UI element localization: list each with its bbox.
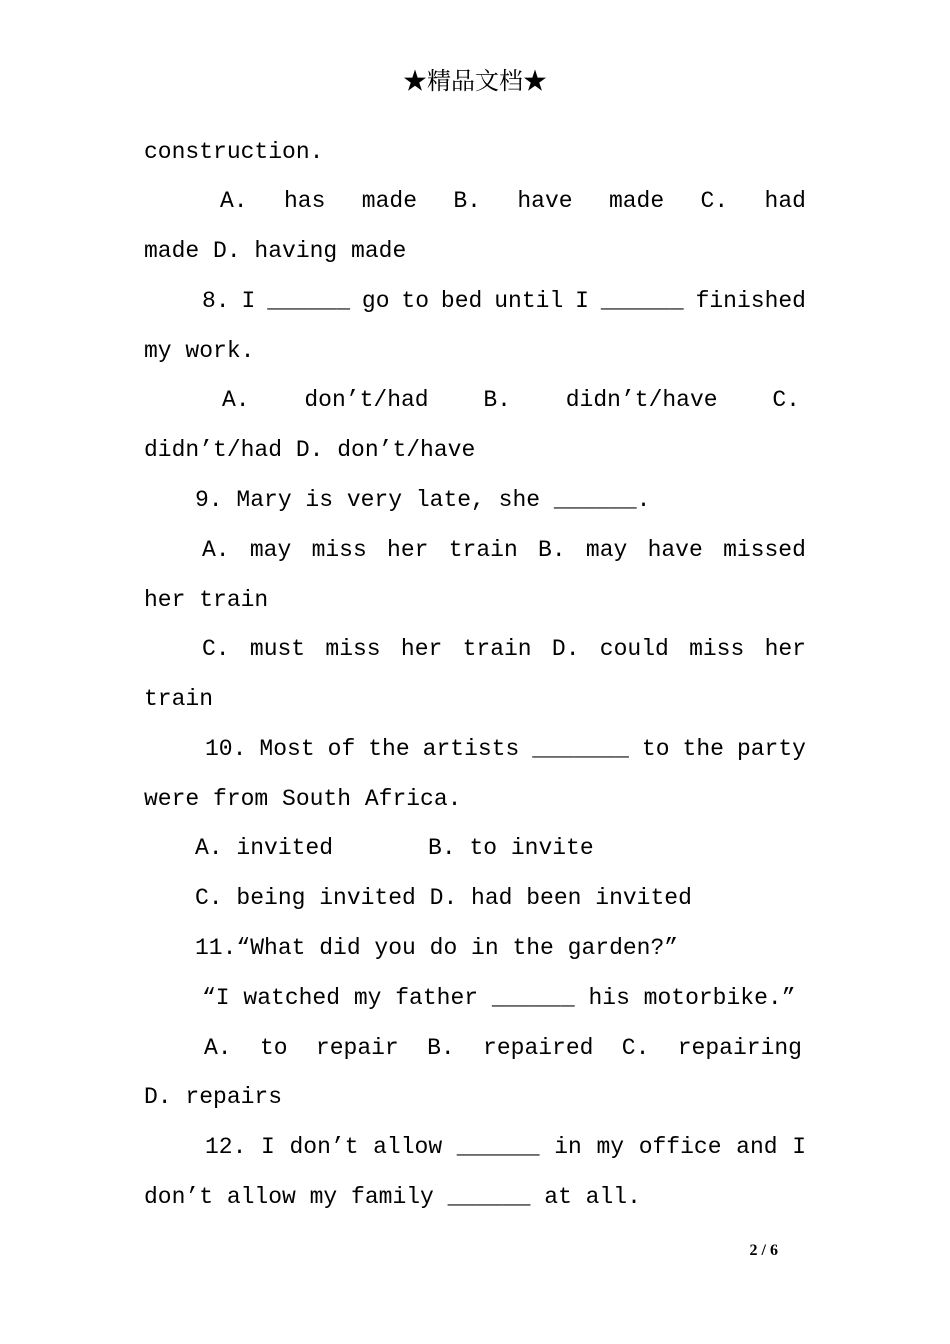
word: D. bbox=[551, 636, 580, 662]
word: don’t bbox=[289, 1134, 359, 1160]
word: to bbox=[401, 288, 430, 314]
word: miss bbox=[325, 636, 381, 662]
word: A. bbox=[202, 537, 230, 563]
word: _______ bbox=[532, 736, 629, 762]
word: repaired bbox=[483, 1035, 594, 1061]
word: don’t/had bbox=[304, 387, 429, 413]
page-number: 2 / 6 bbox=[749, 1242, 778, 1259]
question-8-options bbox=[222, 385, 800, 415]
question-9-options-cd bbox=[202, 634, 806, 664]
question-8-options-cont: didn’t/had D. don’t/have bbox=[144, 437, 476, 463]
word: the bbox=[368, 736, 410, 762]
word: and bbox=[736, 1134, 778, 1160]
question-8-stem-cont: my work. bbox=[144, 338, 255, 364]
word: in bbox=[554, 1134, 582, 1160]
question-7-stem-end: construction. bbox=[144, 139, 324, 165]
option-a: A. invited bbox=[195, 835, 334, 861]
question-10-stem-cont: were from South Africa. bbox=[144, 786, 462, 812]
word: C. bbox=[621, 1035, 650, 1061]
word: may bbox=[585, 537, 628, 563]
word: has bbox=[283, 188, 326, 214]
word: finished bbox=[695, 288, 806, 314]
word: may bbox=[249, 537, 292, 563]
word: to bbox=[259, 1035, 288, 1061]
word: miss bbox=[689, 636, 745, 662]
word: C. bbox=[202, 636, 230, 662]
word: made bbox=[361, 188, 417, 214]
option-b: B. to invite bbox=[428, 835, 594, 861]
word: I bbox=[241, 288, 256, 314]
word: repairing bbox=[677, 1035, 802, 1061]
word: until bbox=[494, 288, 564, 314]
word: train bbox=[448, 537, 518, 563]
word: C. bbox=[700, 188, 729, 214]
question-11-options-cont: D. repairs bbox=[144, 1084, 283, 1110]
word: I bbox=[792, 1134, 806, 1160]
word: have bbox=[647, 537, 703, 563]
word: train bbox=[462, 636, 532, 662]
word: B. bbox=[538, 537, 566, 563]
word: B. bbox=[453, 188, 481, 214]
word: didn’t/have bbox=[565, 387, 718, 413]
word: A. bbox=[220, 188, 248, 214]
question-11-options bbox=[204, 1033, 802, 1063]
word: my bbox=[596, 1134, 625, 1160]
word: A. bbox=[222, 387, 250, 413]
word: bed bbox=[440, 288, 483, 314]
page-header: ★精品文档★ bbox=[403, 67, 547, 95]
word: to bbox=[641, 736, 670, 762]
word: allow bbox=[373, 1134, 443, 1160]
question-11-stem: 11.“What did you do in the garden?” bbox=[195, 935, 679, 961]
word: could bbox=[599, 636, 669, 662]
word: party bbox=[736, 736, 806, 762]
word: her bbox=[764, 636, 806, 662]
question-7-options bbox=[220, 186, 806, 216]
question-10-options-cd: C. being invited D. had been invited bbox=[195, 885, 692, 911]
word: of bbox=[327, 736, 356, 762]
word: her bbox=[400, 636, 443, 662]
word: artists bbox=[422, 736, 520, 762]
word: 12. bbox=[205, 1134, 247, 1160]
word: B. bbox=[483, 387, 511, 413]
question-12-stem bbox=[205, 1132, 806, 1162]
word: ______ bbox=[600, 288, 684, 314]
word: must bbox=[249, 636, 306, 662]
word: missed bbox=[723, 537, 806, 563]
question-12-stem-cont: don’t allow my family ______ at all. bbox=[144, 1184, 641, 1210]
word: B. bbox=[427, 1035, 455, 1061]
word: C. bbox=[772, 387, 800, 413]
word: I bbox=[575, 288, 589, 314]
question-10-options-ab bbox=[195, 833, 594, 863]
word: ______ bbox=[456, 1134, 540, 1160]
word: miss bbox=[311, 537, 367, 563]
word: Most bbox=[259, 736, 315, 762]
word: A. bbox=[204, 1035, 232, 1061]
word: 8. bbox=[202, 288, 230, 314]
word: office bbox=[638, 1134, 722, 1160]
question-11-quote: “I watched my father ______ his motorbike.” bbox=[202, 985, 796, 1011]
question-7-options-cont: made D. having made bbox=[144, 238, 407, 264]
question-8-stem bbox=[202, 286, 806, 316]
word: have bbox=[517, 188, 573, 214]
word: 10. bbox=[205, 736, 247, 762]
question-10-stem bbox=[205, 734, 806, 764]
question-9-stem: 9. Mary is very late, she ______. bbox=[195, 487, 651, 513]
word: go bbox=[361, 288, 390, 314]
word: I bbox=[261, 1134, 275, 1160]
word: her bbox=[387, 537, 429, 563]
word: ______ bbox=[267, 288, 351, 314]
word: the bbox=[682, 736, 724, 762]
word: made bbox=[608, 188, 665, 214]
question-9-options-ab-cont: her train bbox=[144, 587, 269, 613]
question-9-options-cd-cont: train bbox=[144, 686, 214, 712]
word: repair bbox=[315, 1035, 399, 1061]
word: had bbox=[764, 188, 806, 214]
question-9-options-ab bbox=[202, 535, 806, 565]
